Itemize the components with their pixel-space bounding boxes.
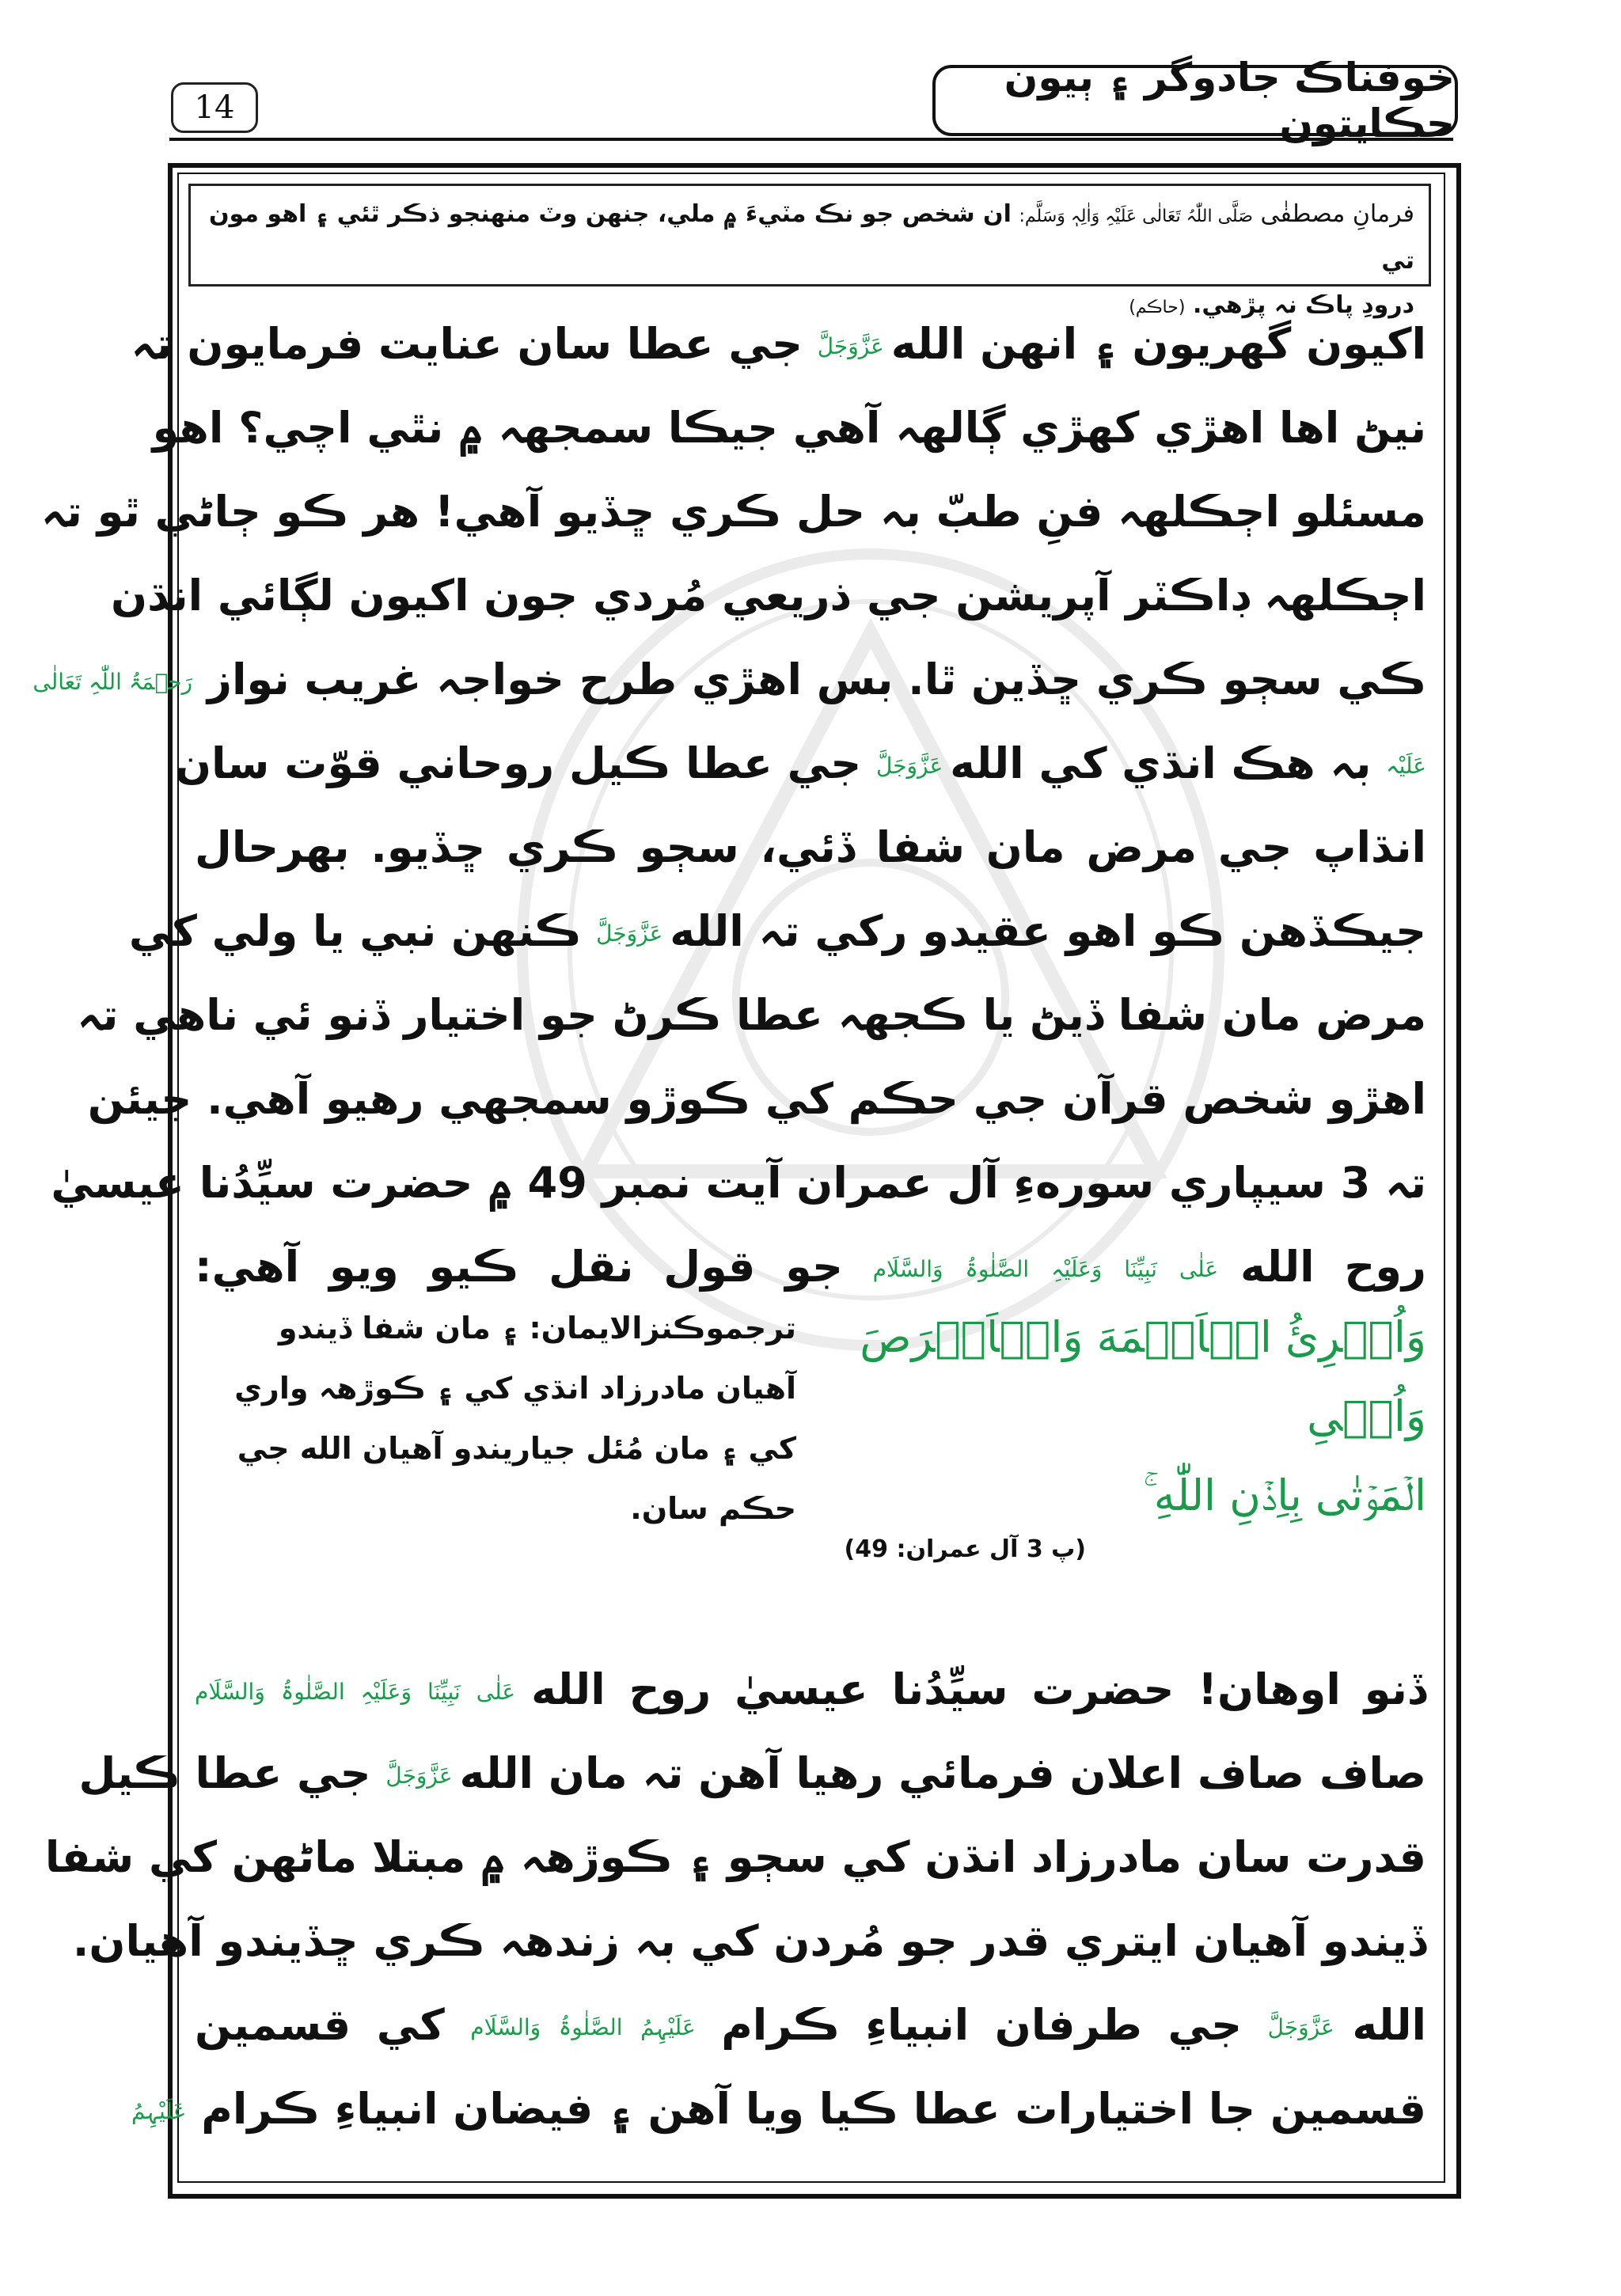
hadith-source: (حاڪم) [1129, 298, 1186, 317]
text-run: مرض مان شفا ڏيڻ يا ڪجهہ عطا ڪرڻ جو اختيار ڏنو ئي ناهي تہ [77, 990, 1426, 1040]
text-run: قسمين جا اختيارات عطا ڪيا ويا آهن ۽ فيضان انبياءِ ڪرام [186, 2084, 1426, 2134]
translation-line: ترجموڪنزالايمان: ۽ مان شفا ڏيندو [278, 1311, 796, 1345]
honorific: رَحۡمَۃُ اللّٰہِ تَعَالٰی [32, 669, 193, 695]
honorific: عَلَیْہِمُ [131, 2098, 187, 2124]
verse-translation [195, 1298, 796, 1539]
hadith-salutation: صَلَّی اللّٰہُ تَعَالٰی عَلَیْہِ وَاٰلِہٖ وَسَلَّم: [1019, 207, 1253, 226]
honorific: عَزَّوَجَلَّ [596, 920, 670, 947]
body-line [195, 806, 1426, 890]
hadith-box [188, 184, 1431, 319]
honorific: عَلٰی نَبِیِّنَا وَعَلَیْہِ الصَّلٰوۃُ وَالسَّلَام [195, 1679, 532, 1705]
text-run: جي عطا ڪيل [78, 1748, 386, 1798]
text-run: نيڻ اها اهڙي کهڙي ڳالهہ آهي جيڪا سمجهہ ۾ نٿي اچي؟ اهو [152, 403, 1426, 453]
translation-line: آهيان مادرزاد انڌي کي ۽ ڪوڙهہ واري [234, 1371, 796, 1406]
body2-line [72, 1899, 1426, 1983]
text-run: اڄڪلهہ ڊاڪٽر آپريشن جي ذريعي مُردي جون اکيون لڳائي انڌن [111, 571, 1426, 620]
body-line [131, 302, 1426, 386]
verse-reference: (پ 3 آل عمران: 49) [844, 1535, 1086, 1563]
quran-verse-line-1: وَاُبۡرِئُ الۡاَكۡمَهَ وَالۡاَبۡرَصَ وَاُحۡیِ [860, 1312, 1426, 1441]
hadith-text: ان شخص جو نڪ مٽيءَ ۾ ملي، جنهن وٽ منهنجو ذڪر ٿئي ۽ اهو مون تي [208, 200, 1414, 275]
body-line [32, 638, 1426, 722]
text-run: اکيون گهريون ۽ انهن [965, 319, 1426, 369]
verse-block [195, 1298, 1426, 1630]
text-run: بہ هڪ انڌي کي [1023, 738, 1387, 788]
divine-name: الله [890, 319, 966, 369]
text-run: جي طرفان انبياءِ ڪرام [695, 2000, 1268, 2050]
honorific: عَزَّوَجَلَّ [1267, 2014, 1353, 2040]
honorific: عَلٰی نَبِیِّنَا وَعَلَیْہِ الصَّلٰوۃُ وَالسَّلَام [872, 1256, 1241, 1282]
quran-verse-line-2: الۡمَوۡتٰی بِاِذۡنِ اللّٰهِ ۚ [1143, 1471, 1426, 1520]
text-run: جي عطا ڪيل روحاني قوّت سان [174, 738, 876, 788]
hadith-text-2: درودِ پاڪ نہ پڙهي. [1192, 291, 1414, 319]
body2-line [131, 2067, 1426, 2151]
divine-name: الله [1352, 2000, 1426, 2050]
body2-line [195, 1983, 1426, 2067]
body-line [51, 1141, 1426, 1225]
text-run: جو قول نقل ڪيو ويو آهي: [195, 1242, 873, 1292]
text-run: ڏيندو آهيان ايتري قدر جو مُردن کي بہ زندهہ ڪري ڇڏيندو آهيان. [72, 1916, 1426, 1966]
text-run: ڪي سڄو ڪري ڇڏين ٿا. بس اهڙي طرح خواجہ غريب نواز [192, 655, 1426, 704]
text-run: انڌاپ جي مرض مان شفا ڏئي، سڄو ڪري ڇڏيو. بهرحال [195, 822, 1426, 872]
body-line [128, 890, 1426, 973]
body2-line [195, 1648, 1426, 1732]
divine-name: الله [1240, 1242, 1315, 1292]
text-run: ڪنهن نبي يا ولي کي [128, 906, 597, 956]
text-run: جيڪڏهن ڪو اهو عقيدو رکي تہ [743, 906, 1426, 956]
body-line [111, 554, 1426, 638]
quran-verse [825, 1298, 1426, 1535]
body2-line [78, 1732, 1426, 1816]
book-title: خوفناڪ جادوگر ۽ ٻيون حڪايتون [932, 65, 1458, 136]
hadith-line-1 [205, 192, 1414, 283]
translation-line: کي ۽ مان مُئل جياريندو آهيان الله جي [237, 1431, 796, 1466]
text-run: تہ 3 سيپاري سورهءِ آل عمران آيت نمبر 49 ۾ حضرت سيِّدُنا عيسيٰ [51, 1158, 1426, 1208]
body-paragraph [32, 302, 1426, 1309]
header-divider [169, 138, 1453, 141]
honorific: عَلَیْہ [1386, 753, 1426, 779]
body-paragraph-2 [44, 1648, 1426, 2151]
divine-name: الله [670, 906, 744, 956]
body-line [195, 1225, 1426, 1309]
honorific: عَلَیْہِمُ الصَّلٰوۃُ وَالسَّلَام [470, 2014, 696, 2040]
body-line [77, 973, 1426, 1057]
text-run: روح [1314, 1242, 1426, 1292]
honorific: عَزَّوَجَلَّ [875, 753, 951, 779]
body-line [174, 722, 1426, 806]
text-run: صاف صاف اعلان فرمائي رهيا آهن تہ مان [533, 1748, 1426, 1798]
body-line [41, 470, 1426, 554]
page-number: 14 [171, 82, 258, 133]
text-run: قدرت سان مادرزاد انڌن کي سڄو ۽ ڪوڙهہ ۾ مبتلا ماڻهن کي شفا [44, 1832, 1426, 1882]
divine-name: الله [950, 738, 1024, 788]
text-run: جي عطا سان عنايت فرمايون تہ [131, 319, 818, 369]
translation-line: حڪم سان. [630, 1491, 796, 1526]
body2-line [44, 1816, 1426, 1899]
divine-name: الله [459, 1748, 534, 1798]
body-line [87, 1057, 1426, 1141]
divine-name: الله [531, 1664, 606, 1714]
hadith-prefix: فرمانِ مصطفٰی [1260, 200, 1414, 228]
text-run: اهڙو شخص قرآن جي حڪم کي ڪوڙو سمجهي رهيو آهي. جيئن [87, 1074, 1426, 1124]
text-run: مسئلو اڄڪلهہ فنِ طبّ بہ حل ڪري ڇڏيو آهي! هر ڪو ڄاڻي ٿو تہ [41, 487, 1426, 537]
text-run: کي قسمين [195, 2000, 471, 2050]
text-run: ڏنو اوهان! حضرت سيِّدُنا عيسيٰ روح [605, 1664, 1426, 1714]
body-line [152, 386, 1426, 470]
honorific: عَزَّوَجَلَّ [385, 1763, 460, 1789]
honorific: عَزَّوَجَلَّ [817, 333, 891, 359]
